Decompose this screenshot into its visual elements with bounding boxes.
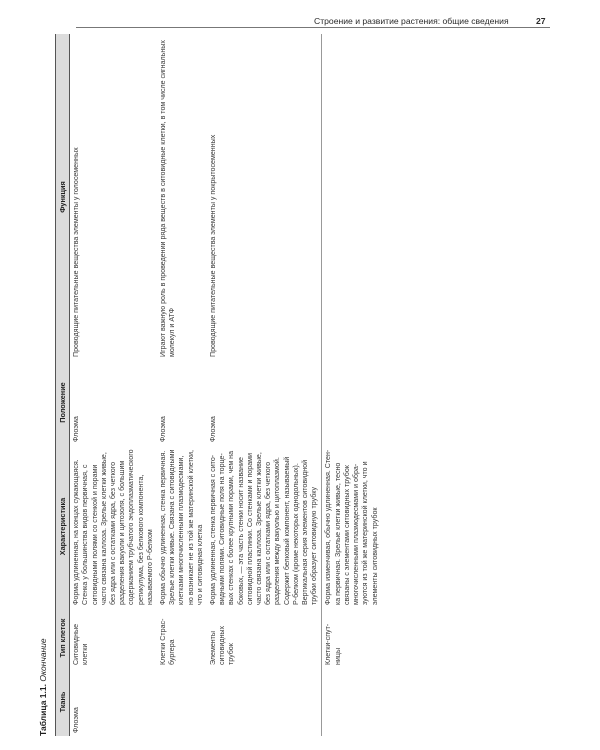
cell-position: Флоэма: [72, 416, 81, 442]
cell-cell-type: Ситовидные клетки: [72, 623, 90, 665]
cell-position: Флоэма: [207, 360, 322, 445]
table-row: [207, 34, 322, 736]
table-row: [322, 34, 382, 736]
running-header-title: Строение и развитие растения: общие сведения: [314, 16, 509, 26]
page-number: 27: [536, 16, 546, 26]
column-header-tissue: Ткань: [56, 668, 70, 736]
cell-types-table: [55, 34, 382, 736]
cell-characteristic: Форма удлиненная, на концах сужающаяся. Стенка у большинства видов первичная, с ситовидными полями со стенкой и порами часто связана каллоза. Зрелые клетки живые, без ядра или с остатками ядра, без четкого разделения вакуоли и цитозоля, с большим содержанием трубчатого эндоплазматического ретикулума, без белкового компонента, называемого Р-белком: [72, 449, 154, 605]
cell-characteristic: Форма изменчивая, обычно удлиненная. Стенка первичная. Зрелые клетки живые, тесно связаны с элементами ситовидных трубок многочисленными плазмодесмами и образуются из той же материнской клетки, что и элементы ситовидных трубок: [324, 449, 379, 605]
cell-characteristic: Форма обычно удлиненная, стенка первичная. Зрелые клетки живые. Связана с ситовидными клетками многочисленными плазмодесмами, но возникает не из той же материнской клетки, что и ситовидная клетка: [159, 449, 204, 605]
cell-cell-type: Клетки Страсбургера: [159, 618, 177, 665]
cell-cell-type: Элементы ситовидных трубок: [207, 608, 322, 668]
column-header-position: Положение: [56, 360, 70, 445]
cell-tissue: Флоэма: [72, 707, 81, 733]
cell-cell-type: Клетки-спутницы: [324, 623, 342, 665]
cell-characteristic: Форма удлиненная, стенка первичная с ситовидными полями. Ситовидные поля на торцевых стенках с более крупными порами, чем на боковых, — эта часть стенки носит название ситовидной пластинки. Со стенками и порами часто связана каллоза. Зрелые клетки живые, без ядра или с остатками ядра, без четкого разделения между вакуолью и цитоплазмой. Содержит белковый компонент, называемый Р-белком (кроме некоторых однодольных). Вертикальная серия элементов ситовидной трубки образует ситовидную трубку: [207, 445, 322, 608]
column-header-cell-type: Тип клеток: [56, 608, 70, 668]
caption-continuation: Окончание: [38, 638, 48, 682]
cell-function: Играют важную роль в проведении ряда веществ в ситовидные клетки, в том числе сигнальных молекул и АТФ: [159, 40, 177, 357]
header-rule: [76, 27, 550, 28]
column-header-characteristic: Характеристика: [56, 445, 70, 608]
cell-tissue: [207, 668, 322, 736]
table-row: [70, 34, 157, 736]
cell-function: Проводящие питательные вещества элементы у покрытосеменных: [207, 34, 322, 360]
cell-function: Проводящие питательные вещества элементы у голосеменных: [72, 147, 81, 357]
cell-tissue: [157, 668, 207, 736]
table-caption: [38, 638, 48, 736]
caption-label: Таблица 1.1.: [38, 684, 48, 736]
column-header-function: Функция: [56, 34, 70, 360]
cell-position: Флоэма: [159, 416, 168, 442]
cell-position: [322, 360, 382, 445]
table-row: [157, 34, 207, 736]
rotated-table-block: [38, 34, 514, 736]
cell-function: [322, 34, 382, 360]
cell-tissue: [322, 668, 382, 736]
table-header-row: [56, 34, 70, 736]
